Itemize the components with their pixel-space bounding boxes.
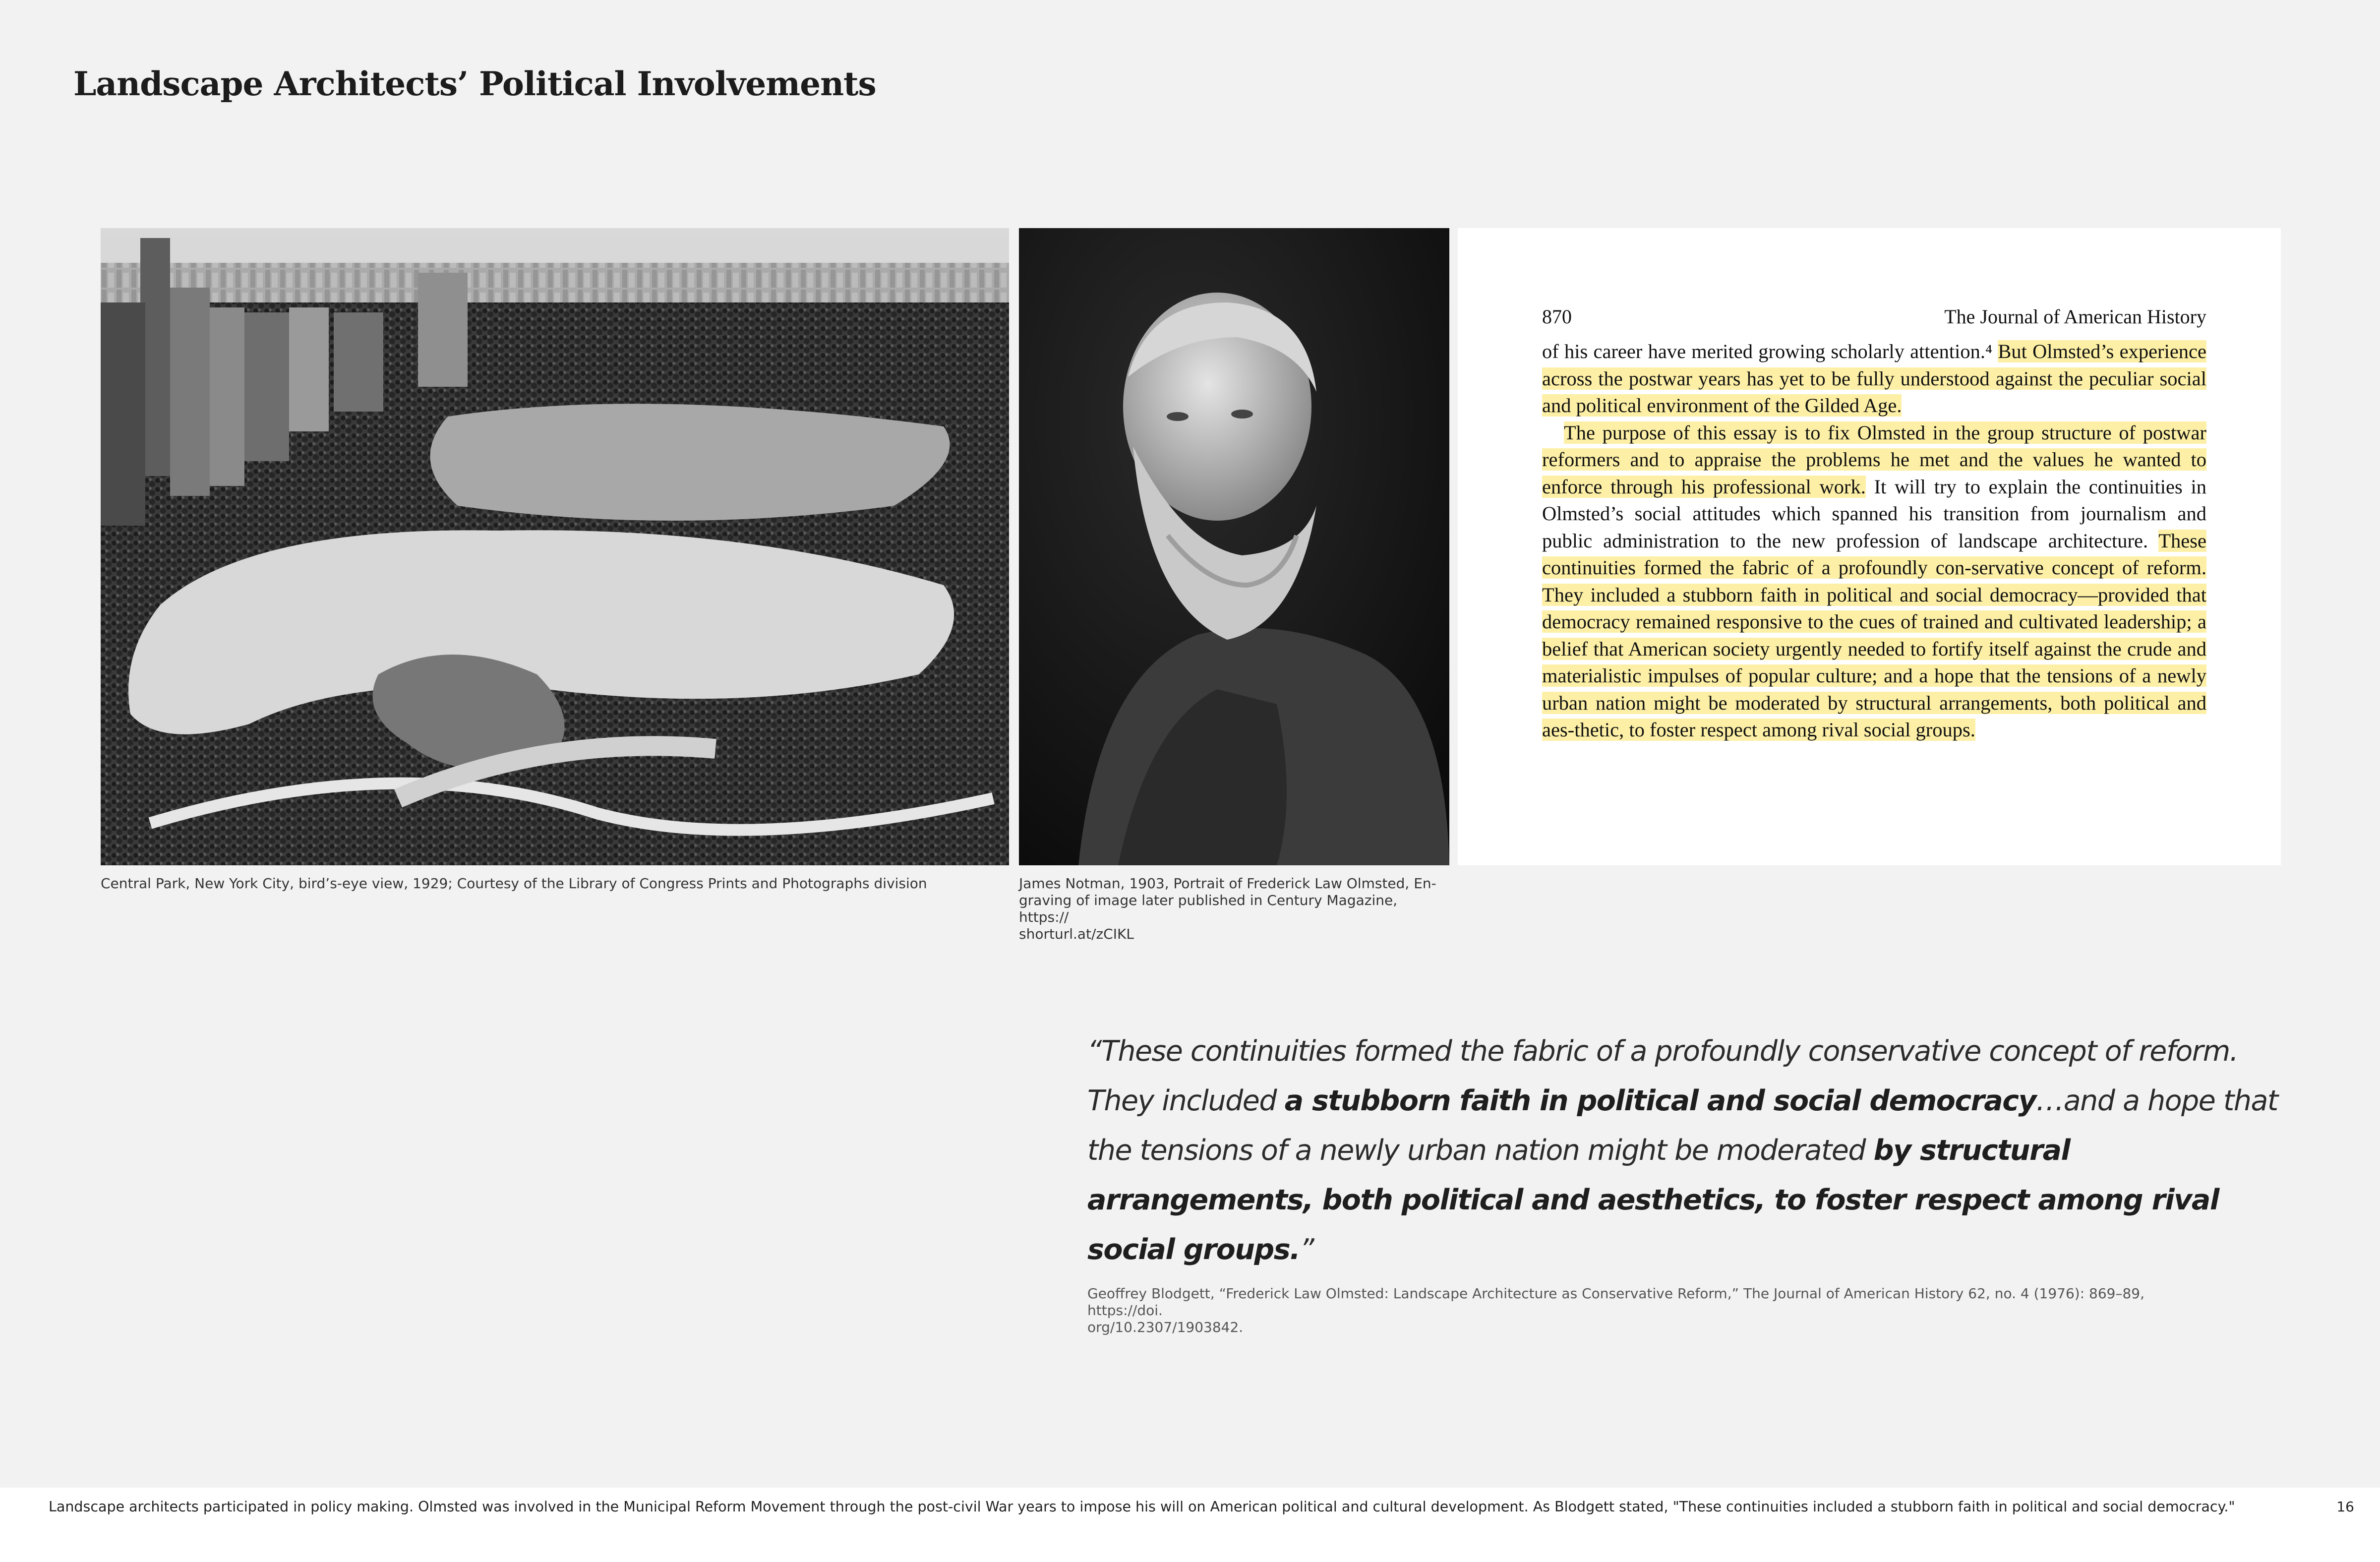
journal-page-scan (1458, 228, 2281, 865)
quote-text: …and a hope that the tensions of a newly urban nation might be moderated (1087, 1084, 2278, 1167)
footer-summary: Landscape architects participated in policy making. Olmsted was involved in the Municipal Reform Movement through the post-civil War years to impose his will on American political and cultural development. As Blodgett stated, "These continuities included a stubborn faith in political and social democracy." (49, 1499, 2235, 1515)
page-title: Landscape Architects’ Political Involvements (73, 64, 876, 103)
page-number: 16 (2336, 1499, 2354, 1515)
journal-text-highlight: The purpose of this essay is to fix Olmsted in the group structure of postwar reformers and to appraise the problems he met and the values he wanted to enforce through his professional work. (1542, 421, 2206, 498)
portrait-photo-caption (1019, 875, 1440, 943)
journal-text-highlight: But Olmsted’s experience across the postwar years has yet to be fully understood against the peculiar social and political environment of the Gilded Age. (1542, 340, 2207, 417)
journal-text-highlight: These continuities formed the fabric of a profoundly con-servative concept of reform. They included a stubborn faith in political and social democracy—provided that democracy remained responsive to the cues of trained and cultivated leadership; a belief that American society urgently needed to fortify itself against the crude and materialistic impulses of popular culture; and a hope that the tensions of a newly urban nation might be moderated by structural arrangements, both political and aes-thetic, to foster respect among rival social groups. (1542, 529, 2206, 741)
caption-line: shorturl.at/zCIKL (1019, 926, 1134, 942)
caption-line: James Notman, 1903, Portrait of Frederick Law Olmsted, En- (1019, 875, 1436, 892)
caption-line: graving of image later published in Century Magazine, https:// (1019, 892, 1398, 925)
quote-text: ” (1300, 1233, 1314, 1266)
footer-bar (0, 1488, 2380, 1562)
journal-paragraph-2 (1542, 420, 2206, 744)
quote-emphasis: by structural arrangements, both political and aesthetics, to foster respect among rival social groups. (1087, 1134, 2219, 1266)
citation-line: Geoffrey Blodgett, “Frederick Law Olmsted: Landscape Architecture as Conservative Reform,” The Journal of American History 62, no. 4 (1976): 869–89, https://doi. (1087, 1285, 2145, 1319)
citation-line: org/10.2307/1903842. (1087, 1319, 1244, 1335)
journal-paragraph-1 (1542, 338, 2206, 420)
park-photo-caption: Central Park, New York City, bird’s-eye view, 1929; Courtesy of the Library of Congress Prints and Photographs division (101, 875, 927, 892)
quote-text: “These continuities formed the fabric of a profoundly conservative concept of reform. They included (1087, 1035, 2238, 1117)
journal-name: The Journal of American History (1944, 305, 2206, 328)
journal-excerpt (1542, 338, 2206, 744)
olmsted-portrait-photo (1019, 228, 1449, 865)
journal-text-plain: It will try to explain the continuities in Olmsted’s social attitudes which spanned his transition from journalism and public administration to the new profession of landscape architecture. (1542, 475, 2206, 552)
pull-quote (1087, 1026, 2282, 1274)
central-park-photo (101, 228, 1009, 865)
journal-page-number: 870 (1542, 305, 1572, 328)
quote-emphasis: a stubborn faith in political and social democracy (1284, 1084, 2036, 1117)
journal-text-plain: of his career have merited growing scholarly attention.⁴ (1542, 340, 1998, 362)
quote-citation (1087, 1285, 2208, 1336)
